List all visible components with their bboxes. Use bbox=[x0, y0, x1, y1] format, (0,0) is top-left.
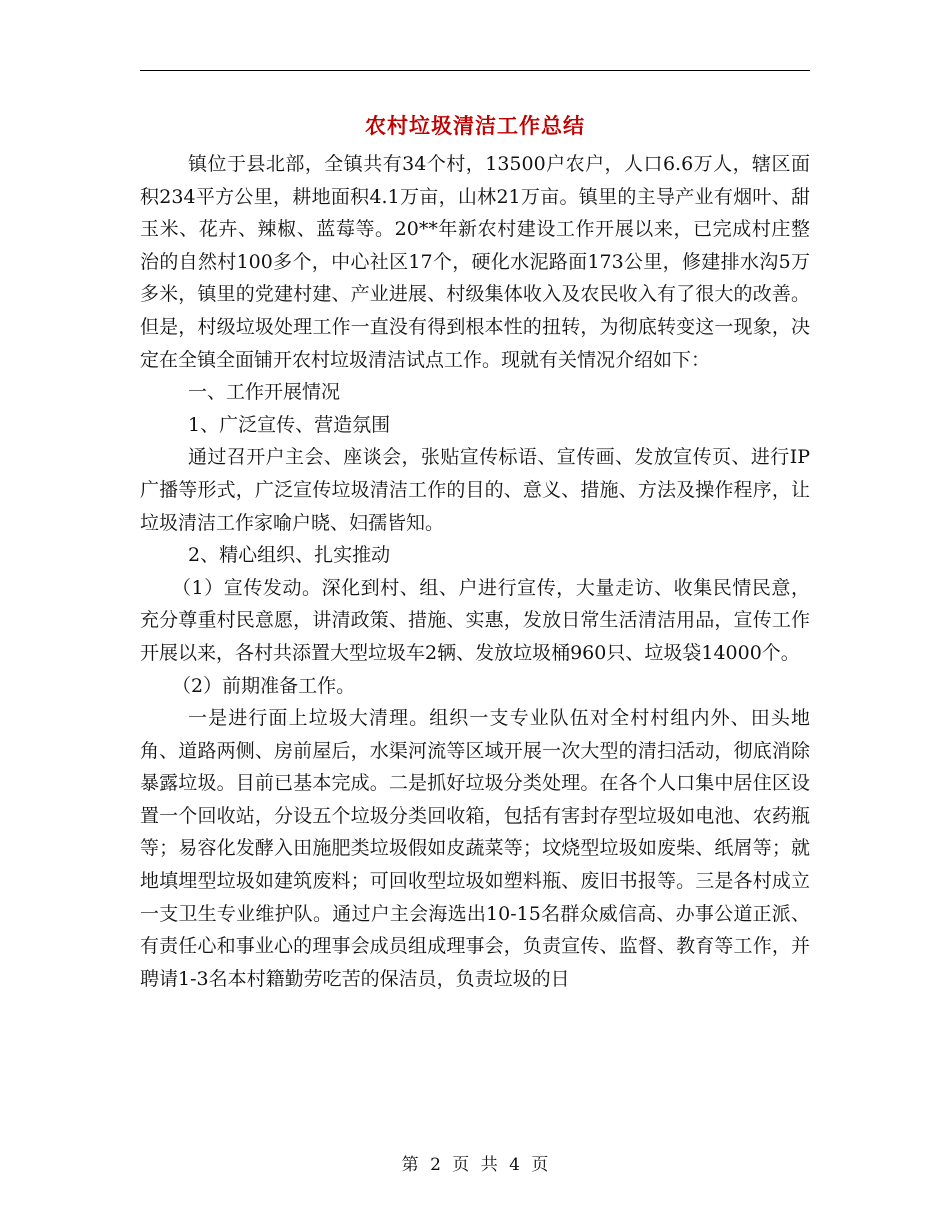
header-rule bbox=[140, 70, 810, 71]
paragraph-intro: 镇位于县北部，全镇共有34个村，13500户农户，人口6.6万人，辖区面积234平方公里，耕地面积4.1万亩，山林21万亩。镇里的主导产业有烟叶、甜玉米、花卉、辣椒、蓝莓等。20**年新农村建设工作开展以来，已完成村庄整治的自然村100多个，中心社区17个，硬化水泥路面173公里，修建排水沟5万多米，镇里的党建村建、产业进展、村级集体收入及农民收入有了很大的改善。但是，村级垃圾处理工作一直没有得到根本性的扭转，为彻底转变这一现象，决定在全镇全面铺开农村垃圾清洁试点工作。现就有关情况介绍如下： bbox=[140, 153, 810, 371]
document-body bbox=[140, 148, 810, 995]
document-title: 农村垃圾清洁工作总结 bbox=[365, 113, 585, 138]
subheading-2: 2、精心组织、扎实推动 bbox=[188, 544, 391, 567]
subheading-1: 1、广泛宣传、营造氛围 bbox=[188, 413, 391, 436]
section-heading-1: 一、工作开展情况 bbox=[188, 381, 341, 404]
paragraph-mobilization: （1）宣传发动。深化到村、组、户进行宣传，大量走访、收集民情民意，充分尊重村民意愿，讲清政策、措施、实惠，发放日常生活清洁用品，宣传工作开展以来，各村共添置大型垃圾车2辆、发放垃圾桶960只、垃圾袋14000个。 bbox=[140, 576, 810, 664]
paragraph-publicity: 通过召开户主会、座谈会，张贴宣传标语、宣传画、发放宣传页、进行IP广播等形式，广泛宣传垃圾清洁工作的目的、意义、措施、方法及操作程序，让垃圾清洁工作家喻户晓、妇孺皆知。 bbox=[140, 446, 810, 534]
paragraph-preparation-details: 一是进行面上垃圾大清理。组织一支专业队伍对全村村组内外、田头地角、道路两侧、房前屋后，水渠河流等区域开展一次大型的清扫活动，彻底消除暴露垃圾。目前已基本完成。二是抓好垃圾分类处理。在各个人口集中居住区设置一个回收站，分设五个垃圾分类回收箱，包括有害封存型垃圾如电池、农药瓶等；易容化发酵入田施肥类垃圾假如皮蔬菜等；坟烧型垃圾如废柴、纸屑等；就地填埋型垃圾如建筑废料；可回收型垃圾如塑料瓶、废旧书报等。三是各村成立一支卫生专业维护队。通过户主会海选出10-15名群众威信高、办事公道正派、有责任心和事业心的理事会成员组成理事会，负责宣传、监督、教育等工作，并聘请1-3名本村籍勤劳吃苦的保洁员，负责垃圾的日 bbox=[140, 707, 810, 990]
subheading-preparation: （2）前期准备工作。 bbox=[172, 674, 356, 697]
page-number-footer: 第 2 页 共 4 页 bbox=[401, 1155, 549, 1175]
